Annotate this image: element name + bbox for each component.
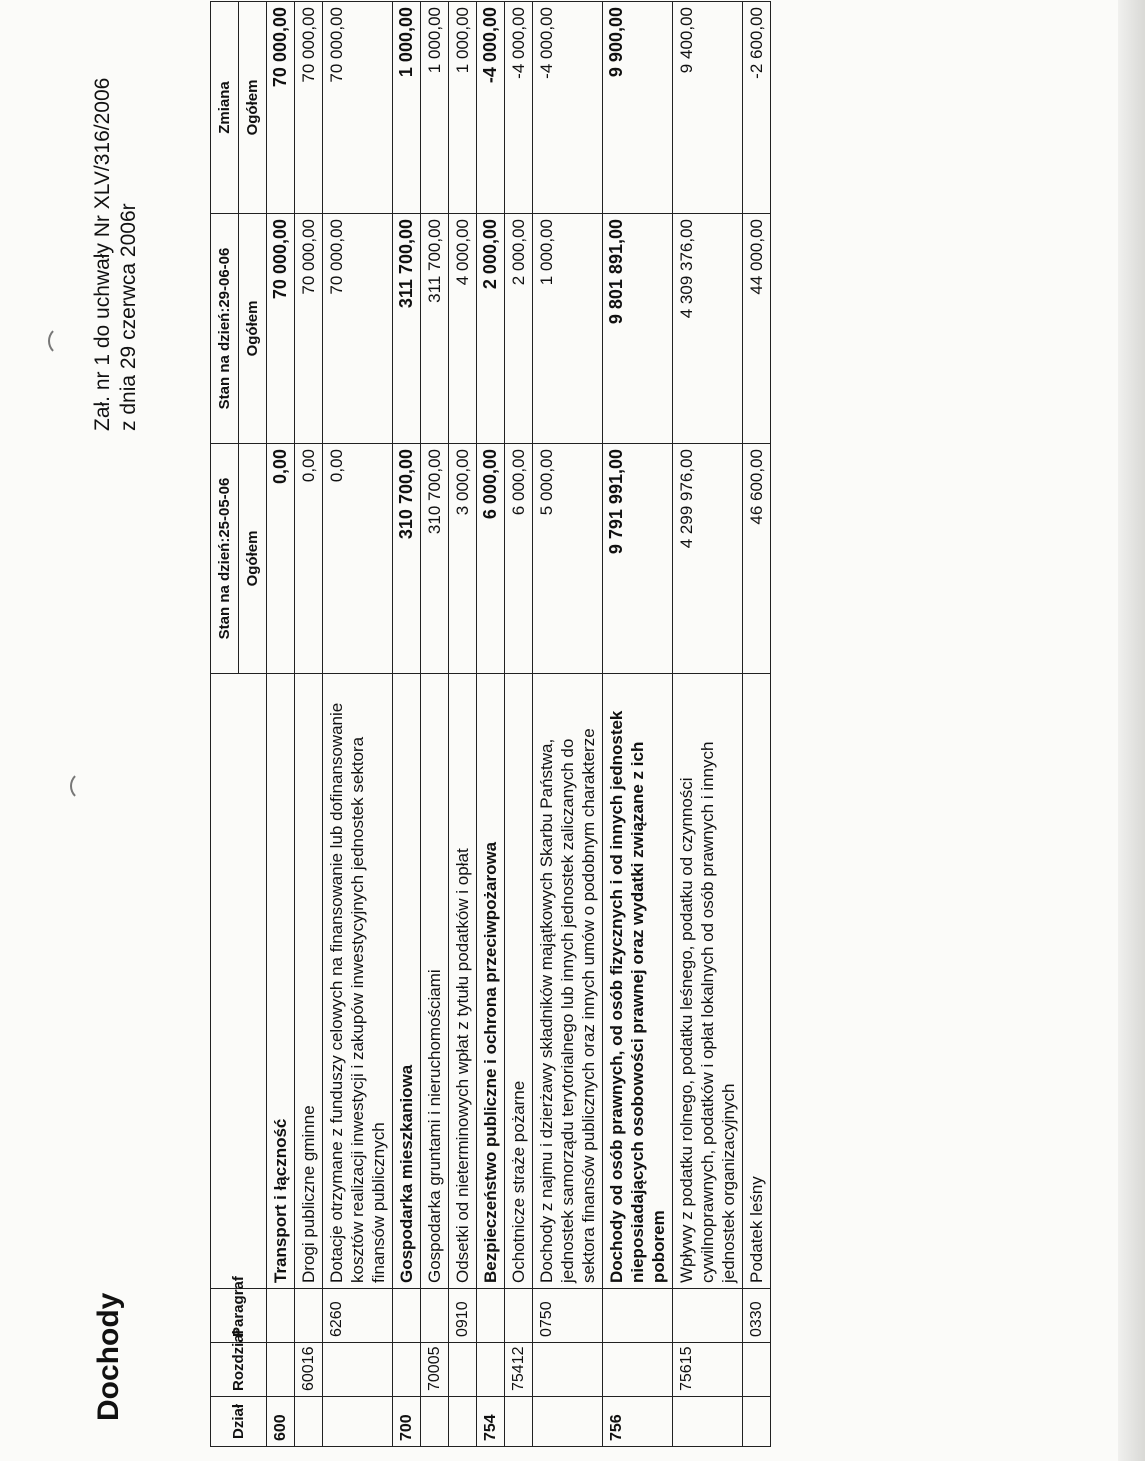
cell-name: Dotacje otrzymane z funduszy celowych na finansowanie lub dofinansowanie kosztów realizacji inwestycji i zakupów inwestycyjnych jednostek sektora finansów publicznych [323,674,393,1289]
cell-rozdzial: 60016 [295,1343,323,1397]
cell-dzial [743,1397,771,1447]
cell-zmiana: -4 000,00 [477,2,505,214]
cell-rozdzial [323,1343,393,1397]
cell-dzial: 756 [603,1397,673,1447]
table-row-dzial-700 [393,2,421,1447]
cell-dzial: 600 [267,1397,295,1447]
cell-zmiana: 9 900,00 [603,2,673,214]
cell-name: Wpływy z podatku rolnego, podatku leśnego, podatku od czynności cywilnoprawnych, podatków i opłat lokalnych od osób prawnych i innych jednostek organizacyjnych [673,674,743,1289]
table-row-rozdzial-60016 [295,2,323,1447]
cell-stan-1: 6 000,00 [505,444,533,674]
cell-name: Odsetki od nieterminowych wpłat z tytułu podatków i opłat [449,674,477,1289]
cell-stan-2: 311 700,00 [421,214,449,444]
table-row-dzial-756 [603,2,673,1447]
cell-zmiana: 1 000,00 [421,2,449,214]
cell-stan-2: 311 700,00 [393,214,421,444]
cell-stan-1: 0,00 [267,444,295,674]
table-row-paragraf-0910 [449,2,477,1447]
cell-rozdzial [603,1343,673,1397]
cell-rozdzial: 75412 [505,1343,533,1397]
cell-name: Ochotnicze straże pożarne [505,674,533,1289]
cell-dzial: 700 [393,1397,421,1447]
cell-zmiana: -2 600,00 [743,2,771,214]
cell-stan-2: 70 000,00 [267,214,295,444]
cell-zmiana: -4 000,00 [505,2,533,214]
cell-stan-1: 5 000,00 [533,444,603,674]
cell-zmiana: 70 000,00 [323,2,393,214]
cell-dzial [295,1397,323,1447]
col-subheader-ogolem: Ogółem [239,2,267,214]
cell-rozdzial [449,1343,477,1397]
cell-stan-1: 3 000,00 [449,444,477,674]
resolution-note [90,78,142,431]
cell-stan-2: 4 000,00 [449,214,477,444]
cell-zmiana: 70 000,00 [295,2,323,214]
table-row-rozdzial-70005 [421,2,449,1447]
cell-name: Dochody z najmu i dzierżawy składników majątkowych Skarbu Państwa, jednostek samorządu terytorialnego lub innych jednostek zaliczanych do sektora finansów publicznych oraz innych umów o podobnym charakterze [533,674,603,1289]
col-header-rozdzial: Rozdział [211,1343,267,1397]
col-header-stan-2: Stan na dzień:29-06-06 [211,214,239,444]
col-subheader-ogolem: Ogółem [239,444,267,674]
cell-name: Bezpieczeństwo publiczne i ochrona przeciwpożarowa [477,674,505,1289]
page-edge [1118,0,1145,1461]
cell-zmiana: 70 000,00 [267,2,295,214]
cell-name: Dochody od osób prawnych, od osób fizycznych i od innych jednostek nieposiadających osobowości prawnej oraz wydatki związane z ich poborem [603,674,673,1289]
cell-paragraf [673,1289,743,1343]
col-header-paragraf: Paragraf [211,1289,267,1343]
resolution-line-2: z dnia 29 czerwca 2006r [117,203,140,431]
cell-stan-1: 310 700,00 [421,444,449,674]
cell-stan-1: 6 000,00 [477,444,505,674]
cell-rozdzial [267,1343,295,1397]
cell-zmiana: -4 000,00 [533,2,603,214]
table-row-paragraf-0330 [743,2,771,1447]
cell-stan-1: 46 600,00 [743,444,771,674]
cell-rozdzial [477,1343,505,1397]
cell-name: Gospodarka gruntami i nieruchomościami [421,674,449,1289]
cell-stan-2: 70 000,00 [295,214,323,444]
scan-mark [70,771,100,801]
cell-dzial [533,1397,603,1447]
cell-rozdzial: 70005 [421,1343,449,1397]
col-subheader-ogolem: Ogółem [239,214,267,444]
cell-paragraf [295,1289,323,1343]
cell-dzial [449,1397,477,1447]
cell-stan-1: 310 700,00 [393,444,421,674]
cell-stan-2: 44 000,00 [743,214,771,444]
cell-stan-2: 1 000,00 [533,214,603,444]
cell-paragraf [267,1289,295,1343]
resolution-line-1: Zał. nr 1 do uchwały Nr XLV/316/2006 [91,77,114,431]
table-row-rozdzial-75615 [673,2,743,1447]
cell-name: Drogi publiczne gminne [295,674,323,1289]
cell-paragraf: 0750 [533,1289,603,1343]
cell-paragraf [477,1289,505,1343]
table-row-dzial-754 [477,2,505,1447]
cell-stan-2: 9 801 891,00 [603,214,673,444]
cell-paragraf [421,1289,449,1343]
cell-stan-2: 2 000,00 [505,214,533,444]
table-row-paragraf-6260 [323,2,393,1447]
col-header-stan-1: Stan na dzień:25-05-06 [211,444,239,674]
table-row-dzial-600 [267,2,295,1447]
document-title: Dochody [92,1292,125,1421]
cell-stan-2: 4 309 376,00 [673,214,743,444]
cell-paragraf [603,1289,673,1343]
cell-dzial: 754 [477,1397,505,1447]
cell-stan-1: 0,00 [295,444,323,674]
table-row-paragraf-0750 [533,2,603,1447]
cell-paragraf [505,1289,533,1343]
cell-stan-1: 9 791 991,00 [603,444,673,674]
cell-paragraf: 0330 [743,1289,771,1343]
cell-stan-1: 4 299 976,00 [673,444,743,674]
table-row-rozdzial-75412 [505,2,533,1447]
cell-paragraf [393,1289,421,1343]
cell-dzial [505,1397,533,1447]
cell-stan-1: 0,00 [323,444,393,674]
col-header-dzial: Dział [211,1397,267,1447]
cell-name: Gospodarka mieszkaniowa [393,674,421,1289]
cell-rozdzial [533,1343,603,1397]
income-table [210,1,771,1447]
cell-stan-2: 2 000,00 [477,214,505,444]
cell-stan-2: 70 000,00 [323,214,393,444]
cell-rozdzial [743,1343,771,1397]
cell-name: Transport i łączność [267,674,295,1289]
cell-zmiana: 9 400,00 [673,2,743,214]
cell-dzial [323,1397,393,1447]
cell-paragraf: 0910 [449,1289,477,1343]
cell-dzial [421,1397,449,1447]
cell-dzial [673,1397,743,1447]
cell-rozdzial [393,1343,421,1397]
cell-rozdzial: 75615 [673,1343,743,1397]
cell-name: Podatek leśny [743,674,771,1289]
col-header-name [211,674,267,1289]
cell-paragraf: 6260 [323,1289,393,1343]
scan-mark [48,326,78,356]
col-header-zmiana: Zmiana [211,2,239,214]
cell-zmiana: 1 000,00 [393,2,421,214]
cell-zmiana: 1 000,00 [449,2,477,214]
